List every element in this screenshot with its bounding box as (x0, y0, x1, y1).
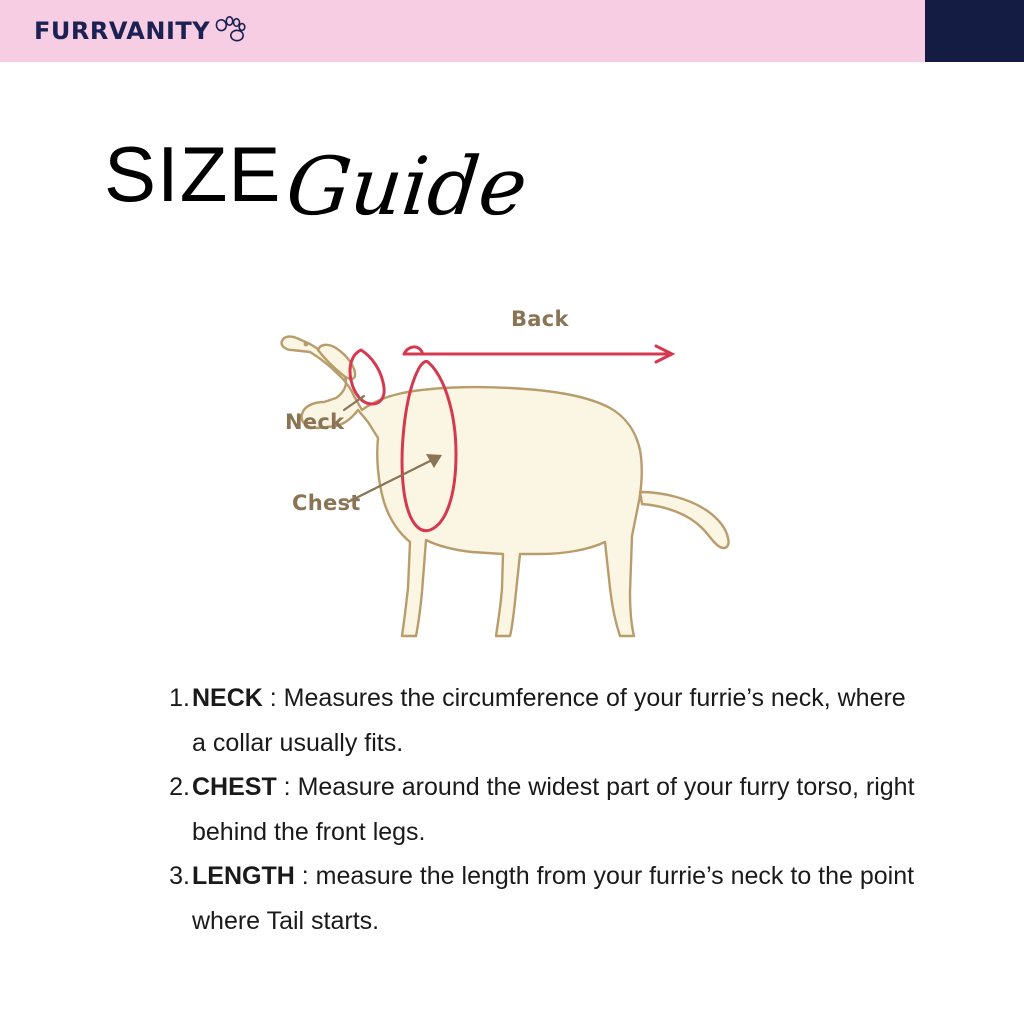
diagram-label-back: Back (511, 307, 569, 331)
list-item (160, 676, 920, 765)
page-title-guide: Guide (282, 140, 532, 233)
diagram-label-chest: Chest (292, 491, 361, 515)
brand-name: FURRVANITY (34, 17, 211, 45)
instruction-text: : measure the length from your furrie’s neck to the point where Tail starts. (192, 862, 915, 935)
instruction-text: : Measures the circumference of your furrie’s neck, where a collar usually fits. (192, 684, 906, 757)
paw-icon (213, 16, 247, 46)
instruction-term: LENGTH (192, 862, 295, 890)
list-item (160, 765, 920, 854)
header-bar (0, 0, 1024, 62)
instruction-term: CHEST (192, 773, 277, 801)
brand-logo (34, 16, 247, 46)
instruction-text: : Measure around the widest part of your furry torso, right behind the front legs. (192, 773, 915, 846)
instructions-list (160, 676, 920, 943)
dog-eye (304, 342, 309, 347)
page-title (104, 130, 532, 233)
list-item (160, 854, 920, 943)
header-navy-block (925, 0, 1024, 62)
header-pink-band (0, 0, 925, 62)
page-title-size: SIZE (104, 130, 282, 218)
instruction-term: NECK (192, 684, 263, 712)
dog-measurement-diagram (258, 292, 788, 672)
diagram-label-neck: Neck (285, 410, 345, 434)
